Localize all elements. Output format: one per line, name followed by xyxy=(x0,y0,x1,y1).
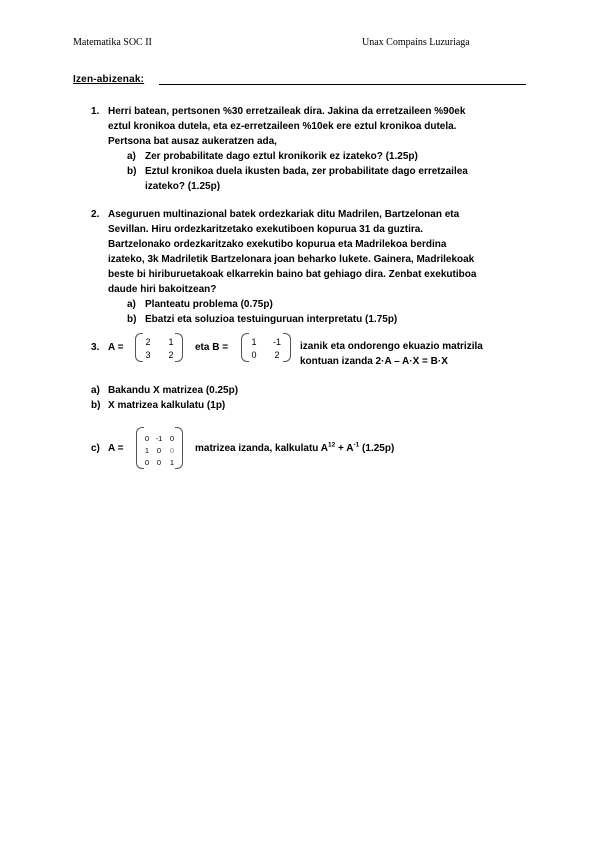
subq-b-text: Ebatzi eta soluzioa testuinguruan interpretatu (1.75p) xyxy=(145,314,398,325)
matrix-cell: 0 xyxy=(169,434,175,443)
text-line: izateko? (1.25p) xyxy=(145,181,221,192)
matrix-cell: 0 xyxy=(156,446,162,455)
matrix-c xyxy=(136,427,183,469)
part-c-text-pre: matrizea izanda, kalkulatu A xyxy=(195,443,329,454)
part-c-text-mid: + A xyxy=(335,443,354,454)
subq-a-marker: a) xyxy=(127,299,136,310)
text-line: eztul kronikoa dutela, eta ez-erretzaileen %10ek ere eztul kronikoa dutela. xyxy=(108,121,457,132)
part-c-points: (1.25p) xyxy=(359,443,395,454)
text-line: Sevillan. Hiru ordezkaritzetako exekutiboen kopurua 31 da guztira. xyxy=(108,224,424,235)
matrix-cell: 1 xyxy=(168,337,174,347)
matrix-a-label: A = xyxy=(108,342,124,353)
text-line: Bartzelonako ordezkaritzako exekutibo kopurua eta Madrilekoa berdina xyxy=(108,239,447,250)
matrix-cell: 0 xyxy=(144,458,150,467)
subq-a-text: Zer probabilitate dago eztul kronikorik ez izateko? (1.25p) xyxy=(145,151,418,162)
subq-a-marker: a) xyxy=(127,151,136,162)
matrix-cell: 1 xyxy=(251,337,257,347)
exponent: -1 xyxy=(353,441,360,449)
matrix-cell: 1 xyxy=(144,446,150,455)
text-line: Eztul kronikoa duela ikusten bada, zer probabilitate dago erretzailea xyxy=(145,166,468,177)
part-b-marker: b) xyxy=(91,400,101,411)
header-subject: Matematika SOC II xyxy=(73,37,152,48)
matrix-cell: 0 xyxy=(156,458,162,467)
matrix-cell: 1 xyxy=(169,458,175,467)
matrix-b xyxy=(241,333,291,362)
exponent: 12 xyxy=(328,441,336,449)
text-line: daude hiri bakoitzean? xyxy=(108,284,217,295)
matrix-c-label: A = xyxy=(108,443,124,454)
matrix-cell: -1 xyxy=(155,434,163,443)
matrix-cell: 2 xyxy=(145,337,151,347)
matrix-cell: 0 xyxy=(144,434,150,443)
matrix-cell: 0 xyxy=(251,350,257,360)
text-line: Pertsona bat ausaz aukeratzen ada, xyxy=(108,136,277,147)
part-a-marker: a) xyxy=(91,385,100,396)
header-teacher: Unax Compains Luzuriaga xyxy=(362,37,470,48)
part-b-text: X matrizea kalkulatu (1p) xyxy=(108,400,226,411)
text-line: kontuan izanda 2·A – A·X = B·X xyxy=(300,356,448,367)
question-text xyxy=(300,339,483,369)
matrix-cell: 2 xyxy=(168,350,174,360)
matrix-a xyxy=(135,333,183,362)
matrix-b-label: eta B = xyxy=(195,342,229,353)
bracket-right xyxy=(283,333,291,362)
question-number: 1. xyxy=(91,106,100,117)
subq-b-marker: b) xyxy=(127,166,137,177)
text-line: izanik eta ondorengo ekuazio matrizila xyxy=(300,341,483,352)
part-a-text: Bakandu X matrizea (0.25p) xyxy=(108,385,239,396)
part-c-text xyxy=(195,441,394,456)
text-line: Aseguruen multinazional batek ordezkariak ditu Madrilen, Bartzelonan eta xyxy=(108,209,460,220)
text-line: beste bi hiriburuetakoak elkarrekin baino bat gehiago dira. Zenbat exekutiboa xyxy=(108,269,477,280)
matrix-cell: 2 xyxy=(274,350,280,360)
question-number: 3. xyxy=(91,342,100,353)
matrix-cell: -1 xyxy=(272,337,281,347)
part-c-marker: c) xyxy=(91,443,100,454)
matrix-cell: 3 xyxy=(145,350,151,360)
text-line: Herri batean, pertsonen %30 erretzaileak dira. Jakina da erretzaileen %90ek xyxy=(108,106,466,117)
text-line: izateko, 3k Madriletik Bartzelonara joan beharko lukete. Gainera, Madrilekoak xyxy=(108,254,475,265)
subq-a-text: Planteatu problema (0.75p) xyxy=(145,299,273,310)
name-label: Izen-abizenak: xyxy=(73,74,145,85)
matrix-cell: 0 xyxy=(169,446,175,455)
question-number: 2. xyxy=(91,209,100,220)
subq-b-marker: b) xyxy=(127,314,137,325)
